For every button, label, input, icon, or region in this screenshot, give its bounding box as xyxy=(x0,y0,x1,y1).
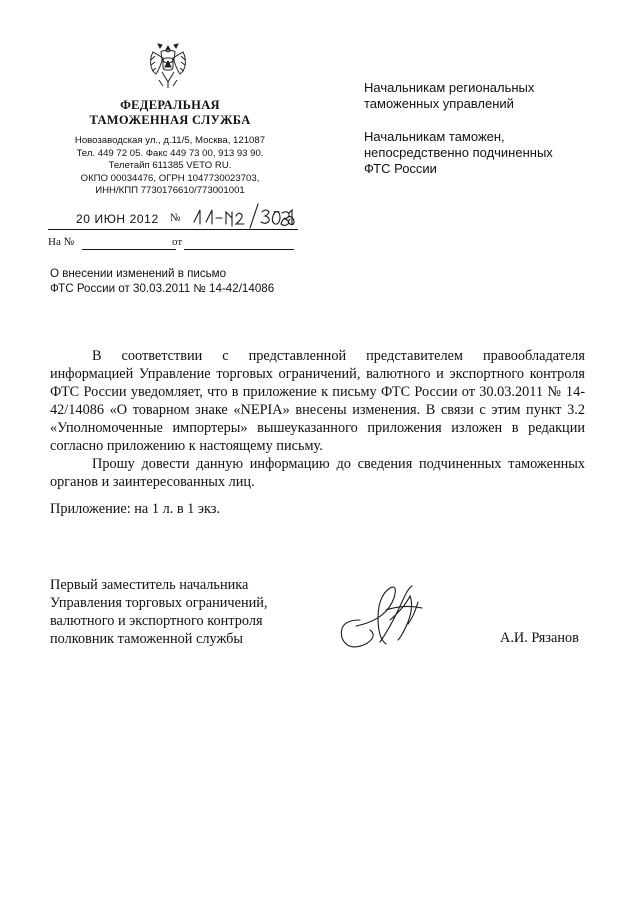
attachment-note: Приложение: на 1 л. в 1 экз. xyxy=(50,501,221,517)
signer-name: А.И. Рязанов xyxy=(500,630,579,646)
reference-row xyxy=(48,236,298,254)
addressee-line: ФТС России xyxy=(364,161,437,176)
coat-of-arms-icon xyxy=(145,40,191,90)
organization-name-line1: ФЕДЕРАЛЬНАЯ xyxy=(120,98,220,112)
handwritten-signature xyxy=(330,580,440,660)
address-line: Телетайп 611385 VETO RU. xyxy=(108,160,232,172)
signer-title-line: Первый заместитель начальника xyxy=(50,577,249,593)
addressee-line: непосредственно подчиненных xyxy=(364,145,553,160)
addressee-block xyxy=(364,80,584,194)
addressee-customs xyxy=(364,129,584,177)
subject-line: О внесении изменений в письмо xyxy=(50,267,227,280)
subject-line: ФТС России от 30.03.2011 № 14-42/14086 xyxy=(50,282,275,295)
addressee-line: Начальникам таможен, xyxy=(364,129,505,144)
signer-title-line: Управления торговых ограничений, xyxy=(50,595,268,611)
address-line: ОКПО 00034476, ОГРН 1047730023703, xyxy=(80,172,260,184)
address-line: Новозаводская ул., д.11/5, Москва, 121087 xyxy=(74,135,266,146)
reference-date-label: от xyxy=(172,236,183,248)
organization-name-line2: ТАМОЖЕННАЯ СЛУЖБА xyxy=(89,113,251,127)
organization-address xyxy=(52,135,288,198)
signer-title-line: валютного и экспортного контроля xyxy=(50,613,263,629)
address-line: Тел. 449 72 05. Факс 449 73 00, 913 93 90. xyxy=(76,147,264,159)
letter-subject xyxy=(50,266,310,296)
registration-underline xyxy=(48,229,298,230)
body-paragraph: В соответствии с представленной представителем правообладателя информацией Управление торговых ограничений, валютного и экспортного контроля ФТС России уведомляет, что в приложение к письму ФТС России от 30.03.2011 № 14-42/14086 «О товарном знаке «NEPIA» внесены изменения. В связи с этим пункт 3.2 «Уполномоченные импортеры» вышеуказанного приложения изложен в редакции согласно приложению к настоящему письму. xyxy=(50,348,585,454)
registration-number-label: № xyxy=(170,212,181,224)
signer-title xyxy=(50,576,350,648)
reference-number-blank xyxy=(82,249,176,250)
letter-body xyxy=(50,347,585,491)
organization-name xyxy=(60,98,280,128)
addressee-line: таможенных управлений xyxy=(364,96,514,111)
reference-date-blank xyxy=(184,249,294,250)
registration-date-stamp: 20 ИЮН 2012 xyxy=(76,212,159,226)
body-paragraph: Прошу довести данную информацию до сведения подчиненных таможенных органов и заинтересованных лиц. xyxy=(50,456,585,490)
signer-title-line: полковник таможенной службы xyxy=(50,631,244,647)
registration-row xyxy=(48,208,298,230)
reference-number-label: На № xyxy=(48,236,75,248)
addressee-line: Начальникам региональных xyxy=(364,80,535,95)
address-line: ИНН/КПП 7730176610/773001001 xyxy=(95,185,245,197)
addressee-regional xyxy=(364,80,584,112)
handwritten-registration-number xyxy=(188,202,300,230)
